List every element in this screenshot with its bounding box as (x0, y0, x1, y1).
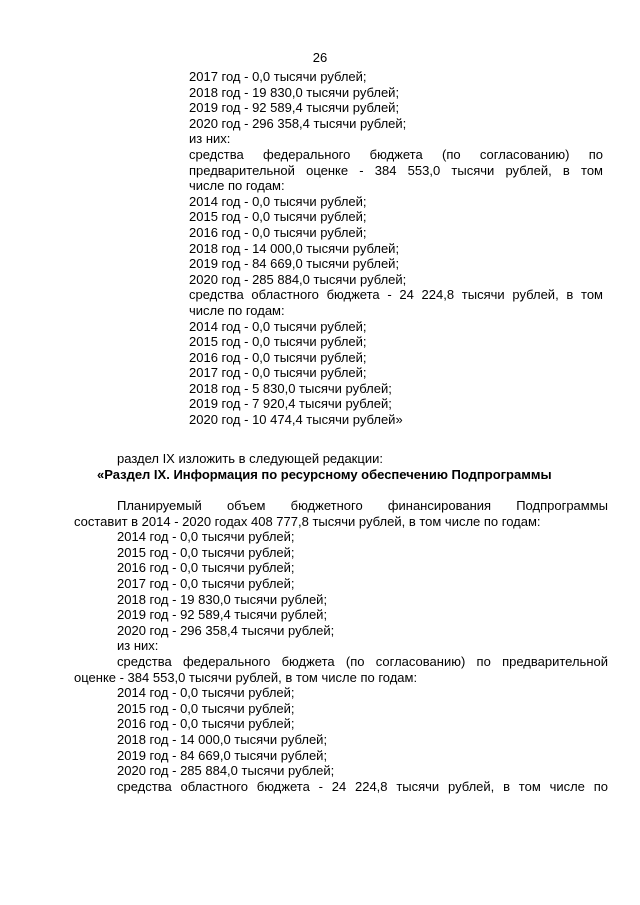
of-them-line: из них: (189, 131, 231, 147)
year-line: 2017 год - 0,0 тысячи рублей; (189, 69, 367, 84)
year-line: 2019 год - 92 589,4 тысячи рублей; (117, 607, 328, 623)
federal-budget-paragraph-line: предварительной оценке - 384 553,0 тысячи рублей, в том (189, 162, 603, 178)
year-line: 2014 год - 0,0 тысячи рублей; (117, 685, 295, 701)
year-line: 2020 год - 285 884,0 тысячи рублей; (189, 271, 407, 287)
federal-budget-paragraph-line: числе по годам: (189, 178, 285, 194)
year-line: 2020 год - 285 884,0 тысячи рублей; (117, 763, 335, 779)
federal-budget-paragraph-line: средства федерального бюджета (по согласованию) по (189, 146, 603, 162)
year-line: 2020 год - 10 474,4 тысячи рублей» (189, 412, 403, 428)
year-line: 2016 год - 0,0 тысячи рублей; (189, 224, 367, 240)
year-line: 2020 год - 296 358,4 тысячи рублей; (117, 622, 335, 638)
federal-budget-paragraph-line: средства федерального бюджета (по согласованию) по предварительной (117, 653, 608, 669)
year-line: 2015 год - 0,0 тысячи рублей; (189, 334, 367, 350)
year-line: 2014 год - 0,0 тысячи рублей; (189, 318, 367, 334)
year-line: 2019 год - 7 920,4 тысячи рублей; (189, 396, 392, 412)
year-line: 2017 год - 0,0 тысячи рублей; (189, 365, 367, 381)
year-line: 2019 год - 92 589,4 тысячи рублей; (189, 100, 400, 116)
year-line: 2018 год - 19 830,0 тысячи рублей; (189, 84, 400, 100)
section-heading: «Раздел IX. Информация по ресурсному обеспечению Подпрограммы (97, 467, 552, 482)
section-body (74, 498, 608, 794)
regional-budget-paragraph-line: средства областного бюджета - 24 224,8 тысячи рублей, в том числе по (117, 778, 608, 794)
regional-budget-paragraph-line: средства областного бюджета - 24 224,8 тысячи рублей, в том (189, 287, 603, 303)
year-line: 2018 год - 14 000,0 тысячи рублей; (189, 240, 400, 256)
year-line: 2018 год - 19 830,0 тысячи рублей; (117, 591, 328, 607)
year-line: 2014 год - 0,0 тысячи рублей; (189, 193, 367, 209)
planned-paragraph-line: Планируемый объем бюджетного финансирования Подпрограммы (117, 498, 608, 513)
year-line: 2016 год - 0,0 тысячи рублей; (117, 716, 295, 732)
intro-line: раздел IX изложить в следующей редакции: (117, 451, 383, 466)
year-line: 2019 год - 84 669,0 тысячи рублей; (189, 256, 400, 272)
year-line: 2015 год - 0,0 тысячи рублей; (189, 209, 367, 225)
year-line: 2017 год - 0,0 тысячи рублей; (117, 575, 295, 591)
amendment-text-block (189, 69, 603, 428)
year-line: 2020 год - 296 358,4 тысячи рублей; (189, 115, 407, 131)
federal-budget-paragraph-line: оценке - 384 553,0 тысячи рублей, в том числе по годам: (74, 669, 418, 685)
page-number: 26 (312, 50, 328, 65)
year-line: 2016 год - 0,0 тысячи рублей; (117, 560, 295, 576)
year-line: 2018 год - 5 830,0 тысячи рублей; (189, 380, 392, 396)
year-line: 2015 год - 0,0 тысячи рублей; (117, 544, 295, 560)
of-them-line: из них: (117, 638, 159, 654)
planned-paragraph-line: составит в 2014 - 2020 годах 408 777,8 тысячи рублей, в том числе по годам: (74, 513, 541, 529)
year-line: 2015 год - 0,0 тысячи рублей; (117, 700, 295, 716)
year-line: 2016 год - 0,0 тысячи рублей; (189, 349, 367, 365)
regional-budget-paragraph-line: числе по годам: (189, 302, 285, 318)
year-line: 2019 год - 84 669,0 тысячи рублей; (117, 747, 328, 763)
year-line: 2014 год - 0,0 тысячи рублей; (117, 529, 295, 545)
year-line: 2018 год - 14 000,0 тысячи рублей; (117, 731, 328, 747)
